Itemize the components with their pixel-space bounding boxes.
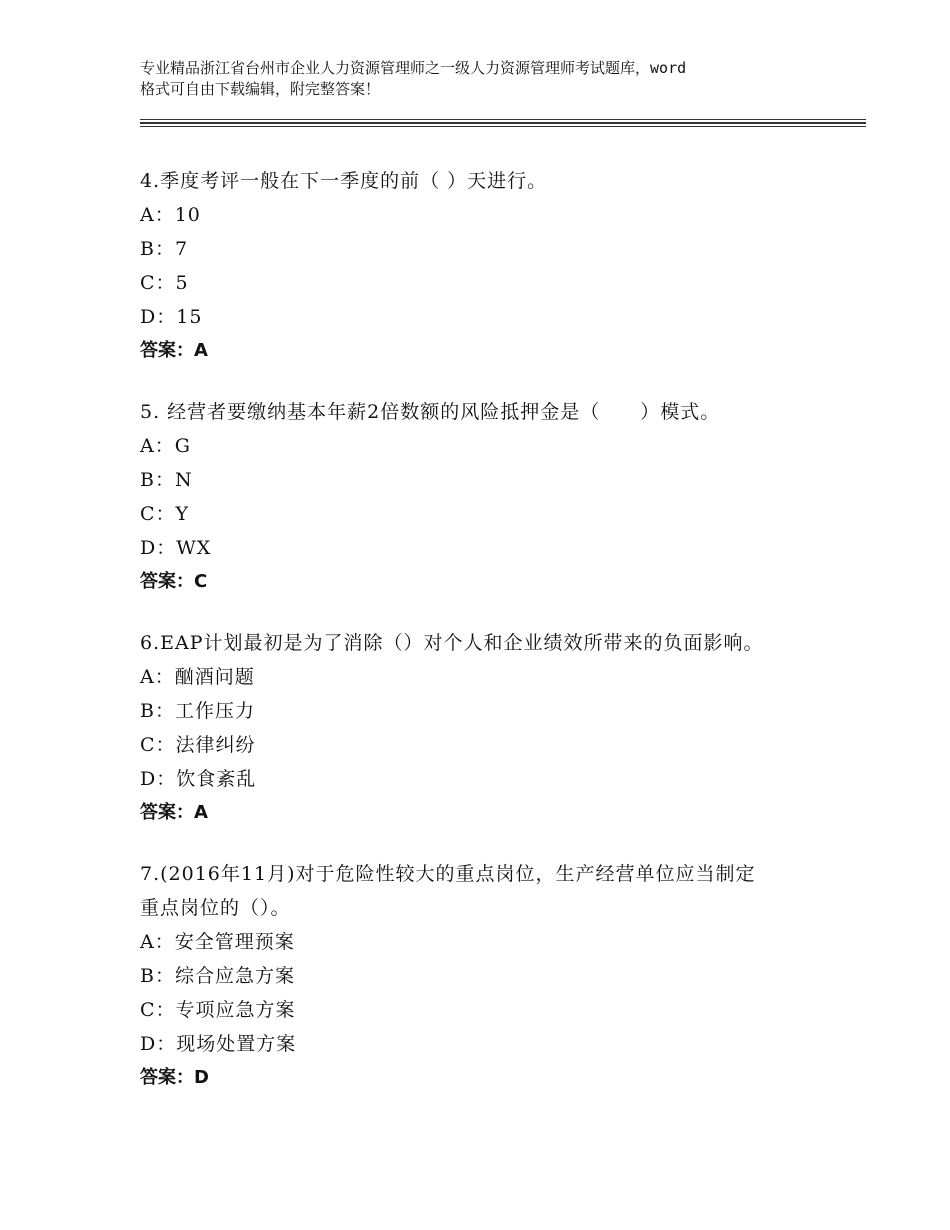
- question-7: [140, 857, 840, 1095]
- option-c: C：Y: [140, 503, 190, 525]
- answer-label: 答案：A: [140, 340, 208, 361]
- option-a: A：G: [140, 435, 191, 457]
- header-divider-thin-top: [140, 119, 866, 120]
- answer-label: 答案：A: [140, 802, 208, 823]
- question-text-line-1: 7.(2016年11月)对于危险性较大的重点岗位，生产经营单位应当制定: [140, 863, 756, 885]
- option-a: A：酗酒问题: [140, 666, 255, 688]
- option-c: C：5: [140, 272, 189, 294]
- question-6: [140, 626, 840, 830]
- question-text: 5. 经营者要缴纳基本年薪2倍数额的风险抵押金是（ ）模式。: [140, 401, 721, 423]
- option-b: B：综合应急方案: [140, 965, 295, 987]
- option-b: B：7: [140, 238, 189, 260]
- header-divider-thick: [140, 122, 866, 124]
- option-d: D：饮食紊乱: [140, 768, 257, 790]
- option-d: D：15: [140, 306, 203, 328]
- question-5: [140, 395, 840, 599]
- option-b: B：工作压力: [140, 700, 255, 722]
- option-a: A：10: [140, 204, 201, 226]
- question-text: 4.季度考评一般在下一季度的前（ ）天进行。: [140, 170, 548, 192]
- document-header: [140, 58, 830, 100]
- answer-label: 答案：C: [140, 571, 208, 592]
- header-title-line-2: 格式可自由下载编辑，附完整答案！: [140, 80, 381, 98]
- header-divider-thin-bottom: [140, 126, 866, 127]
- answer-label: 答案：D: [140, 1067, 209, 1088]
- option-b: B：N: [140, 469, 193, 491]
- option-d: D：WX: [140, 537, 212, 559]
- option-c: C：专项应急方案: [140, 999, 296, 1021]
- option-d: D：现场处置方案: [140, 1033, 297, 1055]
- question-text: 6.EAP计划最初是为了消除（）对个人和企业绩效所带来的负面影响。: [140, 632, 764, 654]
- option-a: A：安全管理预案: [140, 931, 295, 953]
- question-text-line-2: 重点岗位的（）。: [140, 897, 291, 919]
- question-list: [140, 164, 840, 1122]
- question-4: [140, 164, 840, 368]
- option-c: C：法律纠纷: [140, 734, 256, 756]
- header-title-line-1: 专业精品浙江省台州市企业人力资源管理师之一级人力资源管理师考试题库，word: [140, 59, 687, 77]
